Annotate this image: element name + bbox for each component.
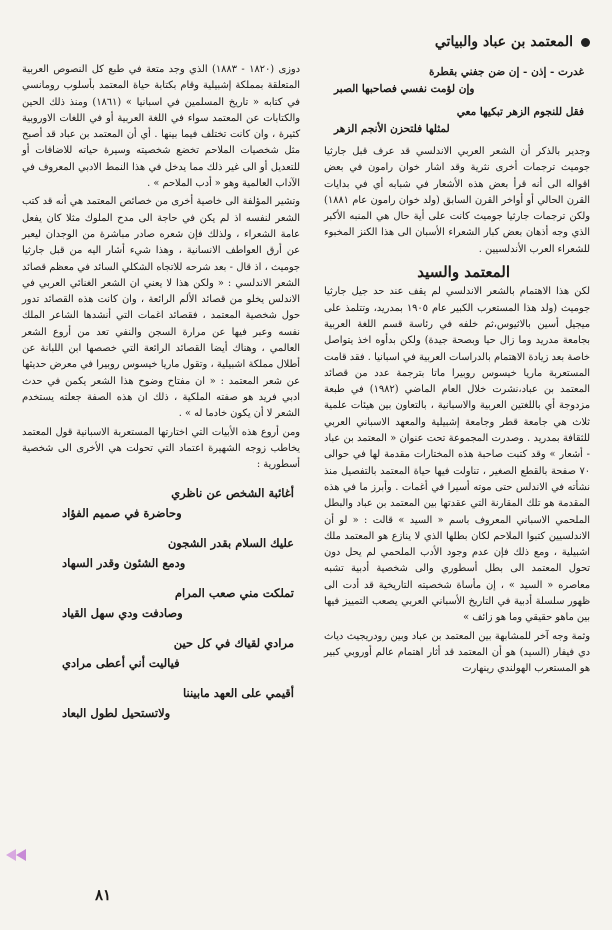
verse-line: عليك السلام بقدر الشجون — [167, 536, 294, 551]
verse-line: ودمع الشئون وقدر السهاد — [62, 556, 186, 571]
verse-line: تملكت مني صعب المرام — [174, 586, 294, 601]
verse — [22, 583, 300, 623]
right-column — [324, 62, 590, 680]
verse-line: أقيمي على العهد مابيننا — [182, 686, 294, 701]
bullet-icon — [581, 38, 590, 47]
poem-1 — [324, 64, 590, 98]
paragraph: وجدير بالذكر أن الشعر العربي الاندلسي قد عرف قبل جارثيا جوميث ترجمات أخرى نثرية وقد اشار خوان رامون في بعض اقواله الى أنه قرأ بعض هذه الأشعار في شبابه أي في بدايات القرن الحالي أو أواخر القرن السابق (ولد خوان رامون عام ١٨٨١) ولكن ترجمات جارثيا جوميث كانت على أية حال هي المنبه الأكبر الذي وجه أذهان بعض كبار الشعراء الأسبان الى هذا الكنز المخبوء للشعراء العرب الأندلسيين . — [324, 146, 590, 255]
running-header — [300, 28, 590, 56]
poem-2 — [324, 104, 590, 138]
verse-line: وحاضرة في صميم الفؤاد — [62, 506, 182, 521]
paragraph: وتشير المؤلفة الى خاصية أخرى من خصائص المعتمد هي أنه قد كتب الشعر لنفسه اذ لم يكن في حاجة الى مدح الملوك مثلا كان يفعل عامة الشعراء ، ولذلك فإن شعره صادر مباشرة من الوجدان ليعبر عن أرق العواطف الانسانية ، وهذا شيء أشار اليه من قبل جارثيا جوميث ، اذ قال - بعد شرحه للاتجاه الشكلي السائد في معظم قصائد الشعر الاندلسي : « ولكن هذا لا يعني ان الشعر الغنائي العربي في الاندلس يخلو من قصائد الألم الرائعة ، وان كانت هذه القصائد تدور حول شخصية المعتمد ، فقصائد اغمات التي أنشدها الشاعر الملك نفسه وعبر فيها عن مرارة السجن والنفي تعد من أروع الشعر العالمي ، وهناك أيضا القصائد الرائعة التي خصصها ابن اللبانة عن أطلال مملكة اشبيلية ، وتقول ماريا خيسوس روبيرا في معرض حديثها عن شعر المعتمد : « ان مفتاح وضوح هذا الشعر يكمن في حدث ادبي فريد هو صفته الملكية ، ذلك ان هذه الصفة جعلته يستخدم الشعر لا أن يكون خادما له » . — [22, 196, 300, 420]
running-header-title: المعتمد بن عباد والبياتي — [434, 34, 573, 50]
verse — [22, 533, 300, 573]
paragraph: ومن أروع هذه الأبيات التي اختارتها المستعربة الاسبانية قول المعتمد يخاطب زوجه الشهيرة اعتماد التي تحولت هي الأخرى الى شخصية أسطورية : — [22, 426, 300, 471]
verse-line: مرادي لقياك في كل حين — [173, 636, 294, 651]
paragraph: لكن هذا الاهتمام بالشعر الاندلسي لم يقف عند حد جيل جارثيا جوميث (ولد هذا المستعرب الكبير عام ١٩٠٥ بمدريد، وتتلمذ على ميجيل أسين بالاثيوس،ثم خلفه في رئاسة قسم اللغة العربية بجامعة مدريد وما زال حيا وبصحة جيدة) ولكن بدأوه اخذ يتواصل خاصة بعد زيادة الاهتمام بالدراسات العربية في اسبانيا . فقد قامت المستعربة ماريا خيسوس روبيرا ماتا بترجمة عدد من قصائد المعتمد بن عباد،نشرت خلال العام الماضي (١٩٨٢) في طبعة مزدوجة أي باللغتين العربية والاسبانية ، بالتعاون بين هيئات علمية ثلاث هي جامعة قطر وجامعة إشبيلية والمعهد الاسباني العربي للثقافة بمدريد . وصدرت المجموعة تحت عنوان « المعتمد بن عباد - أشعار » وقد كتبت صاحبة هذه المختارات مقدمة لها في حوالى ٧٠ صفحة بالقطع الصغير ، تناولت فيها حياة المعتمد بالتفصيل منذ نشأته في الاندلس حتى موته أسيرا في أغمات . وأبرز ما في هذه المقدمة هو تلك المقارنة التي عقدتها بين المعتمد بن عباد والبطل الملحمي الاسباني المعروف باسم « السيد » قالت : « لو أن الاندلسيين كتبوا الملاحم لكان بطلها الذي لا ينازع هو المعتمد ملك اشبيلية ، ومع ذلك فإن عدم وجود الأدب الملحمي لم يحل دون تحول المعتمد الى بطل أسطوري والى شخصية أدبية تشبه معاصره « السيد » ، إن مأساة شخصيته التاريخية قد أدت الى ظهور سلسلة أدبية في التاريخ الأسباني العربي يصعب التمييز فيها بين ماهو حقيقي وما هو زائف » — [324, 286, 591, 624]
gutter-triangles-icon — [4, 846, 30, 864]
page-number: ٨١ — [95, 886, 112, 904]
section-heading: المعتمد والسيد — [417, 263, 510, 282]
verse-block — [22, 483, 300, 723]
verse — [22, 633, 300, 673]
verse-line: ولاتستحيل لطول البعاد — [62, 706, 171, 721]
verse-line: فياليت أني أعطى مرادي — [62, 656, 180, 671]
paragraph: وثمة وجه آخر للمشابهة بين المعتمد بن عباد وبين رودريجيث دياث دي فيفار (السيد) هو أن المعتمد قد أثار اهتمام عالم أوروبي كبير هو المستعرب الهولندي رينهارت — [324, 630, 590, 675]
verse — [22, 683, 300, 723]
verse-line: وصادفت ودي سهل القياد — [62, 606, 183, 621]
poem-2-line-2: لمثلها فلتحزن الأنجم الزهر — [334, 123, 450, 135]
verse — [22, 483, 300, 523]
poem-2-line-1: فقل للنجوم الزهر تبكيها معي — [456, 106, 584, 118]
paragraph: دوزى (١٨٢٠ - ١٨٨٣) الذي وجد متعة في طبع كل النصوص العربية المتعلقة بمملكة إشبيلية وقام بكتابة حياة المعتمد بأسلوب رومانسي في كتابه « تاريخ المسلمين في اسبانيا » (١٨٦١) ومنذ ذلك الحين والكتابات عن المعتمد سواء في اللغة العربية أو في اللغات الاوروبية كثيرة ، وان كانت تختلف فيما بينها . أي أن المعتمد بن عباد قد أصبح مثل شخصيات الملاحم تخضع شخصيته وسيرة حياته للاضافات أو للتعديل أو الى غير ذلك مما يدخل في هذا النمط الادبي المعروف في الآداب العالمية وهو « أدب الملاحم » . — [22, 64, 300, 190]
verse-line: أغائبة الشخص عن ناظري — [171, 486, 294, 501]
poem-1-line-2: وإن لؤمت نفسي فصاحبها الصبر — [334, 83, 475, 95]
poem-1-line-1: غدرت - إذن - إن ضن جفني بقطرة — [429, 66, 584, 78]
left-column — [22, 62, 300, 733]
